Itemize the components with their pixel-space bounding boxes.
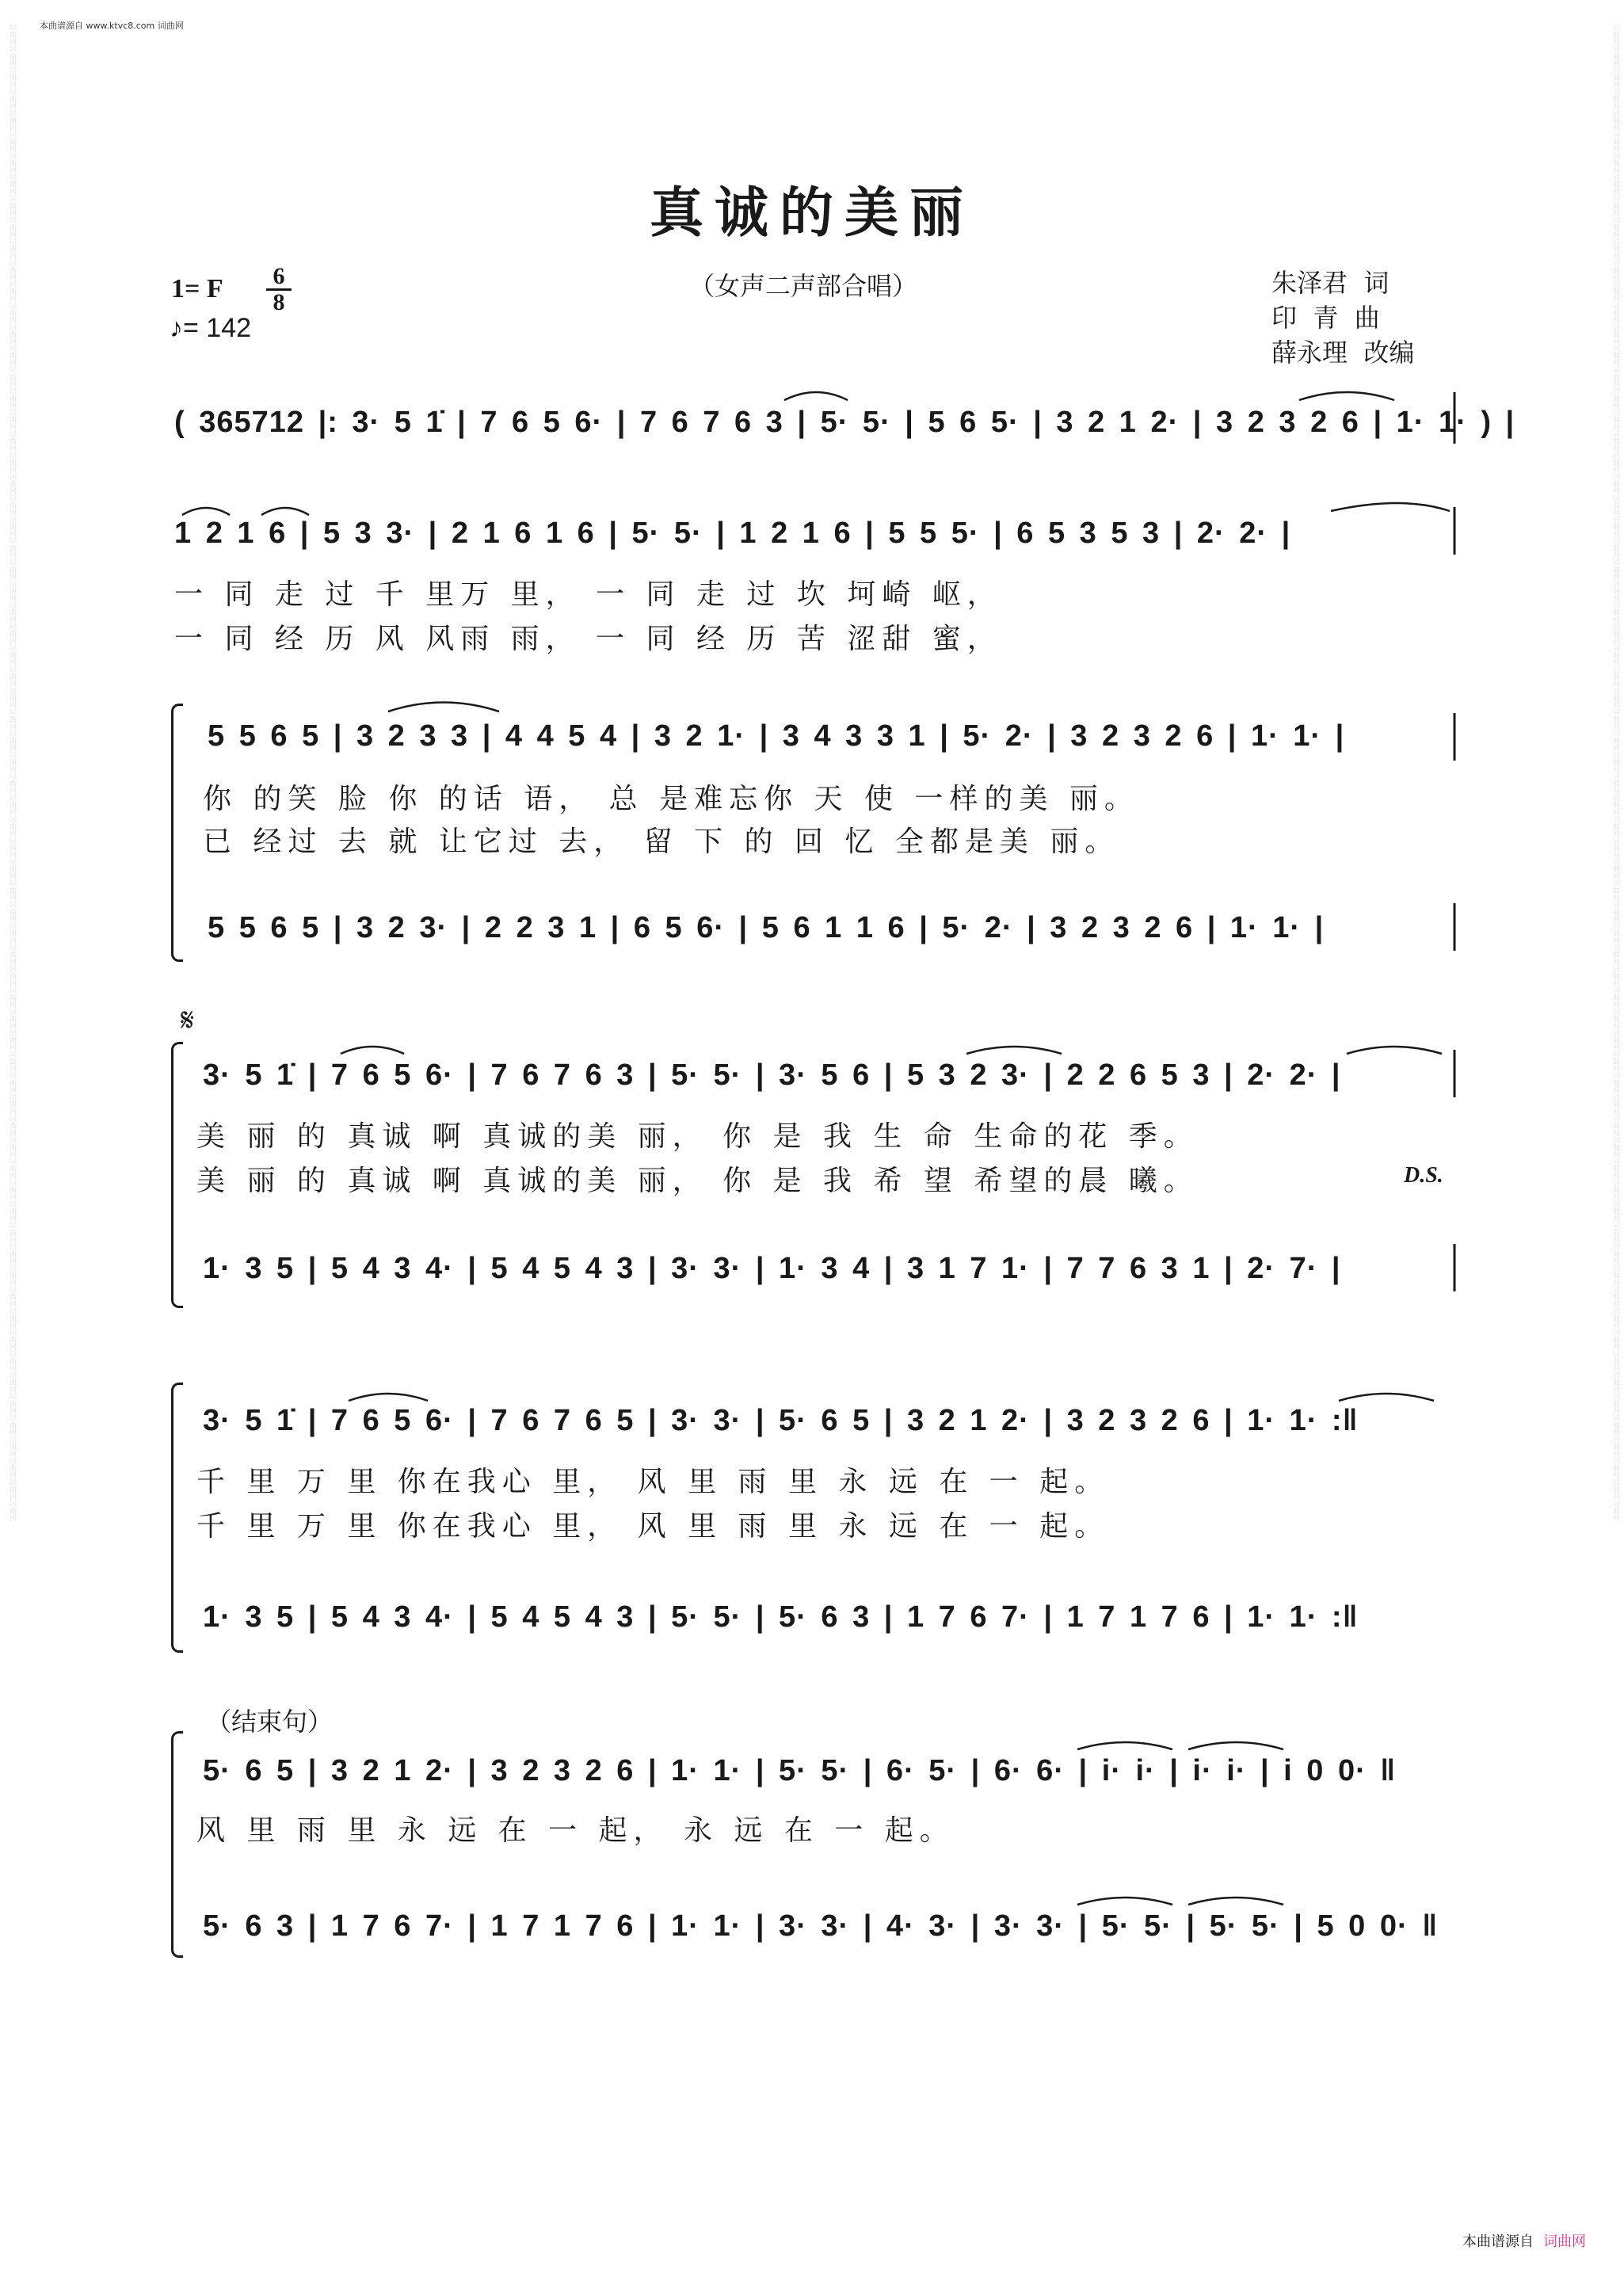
slur	[1299, 392, 1394, 400]
slur	[966, 1047, 1062, 1054]
watermark-text: 词曲网	[8, 1115, 16, 1136]
system-4-lower-notes: 1· 3 5 | 5 4 3 4· | 5 4 5 4 3 | 3· 3· | 1· 3 4 | 3 1 7 1· | 7 7 6 3 1 | 2· 7· |	[203, 1252, 1341, 1285]
watermark-text: 词曲网	[8, 1286, 16, 1307]
watermark-text: 词曲网	[1611, 1264, 1619, 1286]
system-5-lyrics-verse-2: 千 里 万 里 你在我心 里， 风 里 雨 里 永 远 在 一 起。	[196, 1510, 1110, 1543]
watermark-text: 词曲网	[1611, 1414, 1619, 1436]
time-signature-top: 6	[273, 263, 285, 289]
watermark-text: 词曲网	[1611, 1307, 1619, 1329]
watermark-text: 词曲网	[8, 944, 16, 965]
footer-brand[interactable]: 词曲网	[1543, 2233, 1586, 2250]
watermark-text: 词曲网	[1611, 1350, 1619, 1371]
watermark-text: 词曲网	[1611, 1158, 1619, 1179]
watermark-text: 词曲网	[1611, 45, 1619, 67]
watermark-text: 词曲网	[8, 109, 16, 131]
watermark-text: 词曲网	[8, 1222, 16, 1243]
system-5-lower-notes: 1· 3 5 | 5 4 3 4· | 5 4 5 4 3 | 5· 5· | 5· 6 3 | 1 7 6 7· | 1 7 1 7 6 | 1· 1· :‖	[203, 1600, 1359, 1634]
system-2-notes: 1 2 1 6 | 5 3 3· | 2 1 6 1 6 | 5· 5· | 1 2 1 6 | 5 5 5· | 6 5 3 5 3 | 2· 2· |	[174, 517, 1291, 550]
watermark-text: 词曲网	[8, 1093, 16, 1115]
watermark-text: 词曲网	[8, 323, 16, 345]
watermark-text: 词曲网	[1611, 473, 1619, 494]
watermark-text: 词曲网	[8, 772, 16, 794]
watermark-text: 词曲网	[8, 1478, 16, 1500]
watermark-text: 词曲网	[8, 986, 16, 1008]
slur	[182, 508, 230, 515]
watermark-text: 词曲网	[1611, 1243, 1619, 1264]
slur	[784, 392, 848, 400]
watermark-text: 词曲网	[8, 730, 16, 751]
dal-segno-marking: D.S.	[1404, 1163, 1443, 1188]
watermark-text: 词曲网	[1611, 708, 1619, 730]
watermark-text: 词曲网	[1611, 1008, 1619, 1029]
watermark-text: 词曲网	[1611, 366, 1619, 387]
watermark-text: 词曲网	[8, 516, 16, 537]
watermark-text: 词曲网	[1611, 1286, 1619, 1307]
watermark-text: 词曲网	[8, 409, 16, 430]
watermark-text: 词曲网	[8, 601, 16, 623]
watermark-text: 词曲网	[1611, 965, 1619, 986]
watermark-text: 词曲网	[1611, 216, 1619, 238]
watermark-text: 词曲网	[8, 387, 16, 409]
system-4-lyrics-verse-2: 美 丽 的 真诚 啊 真诚的美 丽， 你 是 我 希 望 希望的晨 曦。	[196, 1165, 1199, 1197]
watermark-text: 词曲网	[1611, 494, 1619, 516]
watermark-text: 词曲网	[8, 1158, 16, 1179]
watermark-text: 词曲网	[8, 259, 16, 280]
watermark-text: 词曲网	[1611, 1222, 1619, 1243]
watermark-text: 词曲网	[8, 1264, 16, 1286]
watermark-text: 词曲网	[1611, 67, 1619, 88]
watermark-text: 词曲网	[8, 152, 16, 174]
watermark-text: 词曲网	[1611, 944, 1619, 965]
watermark-text: 词曲网	[1611, 452, 1619, 473]
credit-composer: 印 青 曲	[1271, 303, 1380, 333]
system-3-lyrics-verse-2: 已 经过 去 就 让它过 去， 留 下 的 回 忆 全都是美 丽。	[203, 826, 1120, 858]
watermark-text: 词曲网	[8, 366, 16, 387]
slur	[388, 703, 499, 712]
key-signature: 1= F	[171, 274, 223, 303]
watermark-text: 词曲网	[8, 1243, 16, 1264]
watermark-text: 词曲网	[1611, 195, 1619, 216]
watermark-text: 词曲网	[8, 1329, 16, 1350]
watermark-text: 词曲网	[8, 174, 16, 195]
watermark-text: 词曲网	[8, 452, 16, 473]
watermark-text: 词曲网	[8, 1072, 16, 1093]
watermark-text: 词曲网	[1611, 537, 1619, 559]
watermark-text: 词曲网	[1611, 1371, 1619, 1393]
system-6-lower-notes: 5· 6 3 | 1 7 6 7· | 1 7 1 7 6 | 1· 1· | 3· 3· | 4· 3· | 3· 3· | 5· 5· | 5· 5· | 5 0 0· ‖	[203, 1909, 1439, 1943]
watermark-text: 词曲网	[1611, 601, 1619, 623]
watermark-text: 词曲网	[8, 88, 16, 109]
watermark-text: 词曲网	[1611, 580, 1619, 601]
system-6-lyrics: 风 里 雨 里 永 远 在 一 起， 永 远 在 一 起。	[196, 1814, 955, 1847]
watermark-text: 词曲网	[1611, 1093, 1619, 1115]
footer-credit	[1462, 2230, 1586, 2251]
watermark-text: 词曲网	[8, 195, 16, 216]
watermark-text: 词曲网	[1611, 430, 1619, 452]
watermark-text: 词曲网	[8, 24, 16, 45]
watermark-text: 词曲网	[1611, 559, 1619, 580]
watermark-text: 词曲网	[1611, 1051, 1619, 1072]
watermark-text: 词曲网	[1611, 516, 1619, 537]
watermark-text: 词曲网	[8, 67, 16, 88]
watermark-text: 词曲网	[1611, 345, 1619, 366]
watermark-text: 词曲网	[8, 1457, 16, 1478]
watermark-text: 词曲网	[8, 216, 16, 238]
watermark-text: 词曲网	[1611, 666, 1619, 687]
watermark-text: 词曲网	[1611, 623, 1619, 644]
watermark-text: 词曲网	[1611, 1115, 1619, 1136]
watermark-text: 词曲网	[1611, 1457, 1619, 1478]
watermark-text: 词曲网	[1611, 986, 1619, 1008]
time-signature-bottom: 8	[273, 289, 285, 315]
watermark-text: 词曲网	[8, 1414, 16, 1436]
watermark-text: 词曲网	[1611, 1179, 1619, 1200]
watermark-text: 词曲网	[1611, 687, 1619, 708]
system-3-lyrics-verse-1: 你 的笑 脸 你 的话 语， 总 是难忘你 天 使 一样的美 丽。	[203, 783, 1139, 815]
system-3-upper-notes: 5 5 6 5 | 3 2 3 3 | 4 4 5 4 | 3 2 1· | 3 4 3 3 1 | 5· 2· | 3 2 3 2 6 | 1· 1· |	[208, 719, 1345, 753]
slur	[341, 1047, 404, 1054]
watermark-text: 词曲网	[1611, 1436, 1619, 1457]
slur	[349, 1394, 428, 1401]
ending-label: （结束句）	[206, 1707, 334, 1737]
system-2-lyrics-verse-2: 一 同 经 历 风 风雨 雨， 一 同 经 历 苦 涩甜 蜜，	[174, 623, 1002, 655]
system-5-upper-notes: 3· 5 1̇ | 7 6 5 6· | 7 6 7 6 5 | 3· 3· | 5· 6 5 | 3 2 1 2· | 3 2 3 2 6 | 1· 1· :‖	[203, 1404, 1359, 1437]
watermark-text: 词曲网	[1611, 88, 1619, 109]
watermark-text: 词曲网	[1611, 152, 1619, 174]
watermark-text: 词曲网	[8, 131, 16, 152]
watermark-text: 词曲网	[8, 1179, 16, 1200]
watermark-text: 词曲网	[1611, 280, 1619, 302]
watermark-text: 词曲网	[8, 1200, 16, 1222]
system-6-upper-notes: 5· 6 5 | 3 2 1 2· | 3 2 3 2 6 | 1· 1· | 5· 5· | 6· 5· | 6· 6· | i· i· | i· i· | i 0 0· ‖	[203, 1754, 1397, 1787]
watermark-text: 词曲网	[8, 644, 16, 666]
watermark-text: 词曲网	[8, 1051, 16, 1072]
watermark-text: 词曲网	[1611, 901, 1619, 922]
watermark-text: 词曲网	[8, 302, 16, 323]
watermark-text: 词曲网	[8, 751, 16, 772]
system-4-upper-notes: 3· 5 1̇ | 7 6 5 6· | 7 6 7 6 3 | 5· 5· | 3· 5 6 | 5 3 2 3· | 2 2 6 5 3 | 2· 2· |	[203, 1058, 1341, 1092]
watermark-text: 词曲网	[1611, 1200, 1619, 1222]
watermark-text: 词曲网	[1611, 1500, 1619, 1521]
watermark-text: 词曲网	[1611, 922, 1619, 944]
watermark-text: 词曲网	[1611, 109, 1619, 131]
watermark-text: 词曲网	[8, 794, 16, 815]
slur	[1347, 1047, 1442, 1054]
watermark-text: 词曲网	[1611, 815, 1619, 837]
slur	[1188, 1742, 1283, 1749]
watermark-text: 词曲网	[1611, 1329, 1619, 1350]
source-note: 本曲谱源自 www.ktvc8.com 词曲网	[40, 21, 184, 31]
watermark-text: 词曲网	[1611, 858, 1619, 879]
watermark-text: 词曲网	[8, 837, 16, 858]
watermark-text: 词曲网	[8, 473, 16, 494]
watermark-text: 词曲网	[8, 559, 16, 580]
system-4-lyrics-verse-1: 美 丽 的 真诚 啊 真诚的美 丽， 你 是 我 生 命 生命的花 季。	[196, 1120, 1199, 1153]
watermark-text: 词曲网	[8, 1008, 16, 1029]
watermark-text: 词曲网	[1611, 1393, 1619, 1414]
song-title: 真诚的美丽	[649, 181, 974, 245]
slur	[1339, 1394, 1434, 1401]
watermark-text: 词曲网	[8, 1029, 16, 1051]
watermark-text: 词曲网	[1611, 131, 1619, 152]
song-subtitle: （女声二声部合唱）	[689, 271, 918, 301]
slur	[261, 508, 309, 515]
slur	[1077, 1898, 1172, 1905]
segno-sign: 𝄋	[181, 1002, 195, 1039]
watermark-text: 词曲网	[8, 922, 16, 944]
watermark-text: 词曲网	[8, 666, 16, 687]
slur	[1077, 1742, 1172, 1749]
watermark-text: 词曲网	[8, 858, 16, 879]
watermark-text: 词曲网	[1611, 24, 1619, 45]
slur	[1188, 1898, 1283, 1905]
watermark-text: 词曲网	[8, 1436, 16, 1457]
system-1-notes: ( 365712 |: 3· 5 1̇ | 7 6 5 6· | 7 6 7 6 3 | 5· 5· | 5 6 5· | 3 2 1 2· | 3 2 3 2 6 | 1· 1· ) |	[174, 406, 1515, 439]
credit-lyricist: 朱泽君 词	[1271, 268, 1390, 298]
slur	[1331, 503, 1450, 511]
watermark-text: 词曲网	[8, 430, 16, 452]
watermark-text: 词曲网	[1611, 174, 1619, 195]
watermark-text: 词曲网	[8, 623, 16, 644]
watermark-text: 词曲网	[8, 1371, 16, 1393]
watermark-text: 词曲网	[8, 687, 16, 708]
watermark-text: 词曲网	[1611, 879, 1619, 901]
watermark-text: 词曲网	[1611, 387, 1619, 409]
system-5-lyrics-verse-1: 千 里 万 里 你在我心 里， 风 里 雨 里 永 远 在 一 起。	[196, 1466, 1110, 1498]
watermark-text: 词曲网	[1611, 1478, 1619, 1500]
system-2-lyrics-verse-1: 一 同 走 过 千 里万 里， 一 同 走 过 坎 坷崎 岖，	[174, 578, 1002, 611]
watermark-text: 词曲网	[1611, 238, 1619, 259]
credit-arranger: 薛永理 改编	[1271, 338, 1415, 368]
watermark-text: 词曲网	[8, 494, 16, 516]
watermark-text: 词曲网	[1611, 323, 1619, 345]
watermark-text: 词曲网	[1611, 751, 1619, 772]
watermark-text: 词曲网	[1611, 1072, 1619, 1093]
watermark-text: 词曲网	[8, 537, 16, 559]
watermark-text: 词曲网	[8, 879, 16, 901]
watermark-text: 词曲网	[1611, 730, 1619, 751]
watermark-text: 词曲网	[1611, 302, 1619, 323]
watermark-text: 词曲网	[1611, 1136, 1619, 1158]
watermark-text: 词曲网	[8, 1136, 16, 1158]
watermark-text: 词曲网	[1611, 644, 1619, 666]
watermark-text: 词曲网	[1611, 772, 1619, 794]
watermark-text: 词曲网	[1611, 794, 1619, 815]
watermark-text: 词曲网	[1611, 1029, 1619, 1051]
watermark-text: 词曲网	[8, 965, 16, 986]
watermark-text: 词曲网	[1611, 259, 1619, 280]
watermark-text: 词曲网	[8, 280, 16, 302]
watermark-text: 词曲网	[8, 345, 16, 366]
watermark-text: 词曲网	[8, 901, 16, 922]
watermark-text: 词曲网	[8, 1500, 16, 1521]
watermark-text: 词曲网	[8, 1307, 16, 1329]
watermark-text: 词曲网	[1611, 409, 1619, 430]
watermark-text: 词曲网	[8, 708, 16, 730]
system-3-lower-notes: 5 5 6 5 | 3 2 3· | 2 2 3 1 | 6 5 6· | 5 6 1 1 6 | 5· 2· | 3 2 3 2 6 | 1· 1· |	[208, 911, 1325, 944]
footer-source: 本曲谱源自	[1462, 2233, 1534, 2250]
watermark-text: 词曲网	[8, 1393, 16, 1414]
watermark-text: 词曲网	[8, 238, 16, 259]
watermark-text: 词曲网	[8, 45, 16, 67]
tempo-marking: ♪= 142	[170, 313, 252, 343]
watermark-text: 词曲网	[8, 580, 16, 601]
watermark-text: 词曲网	[8, 815, 16, 837]
watermark-text: 词曲网	[8, 1350, 16, 1371]
watermark-text: 词曲网	[1611, 837, 1619, 858]
